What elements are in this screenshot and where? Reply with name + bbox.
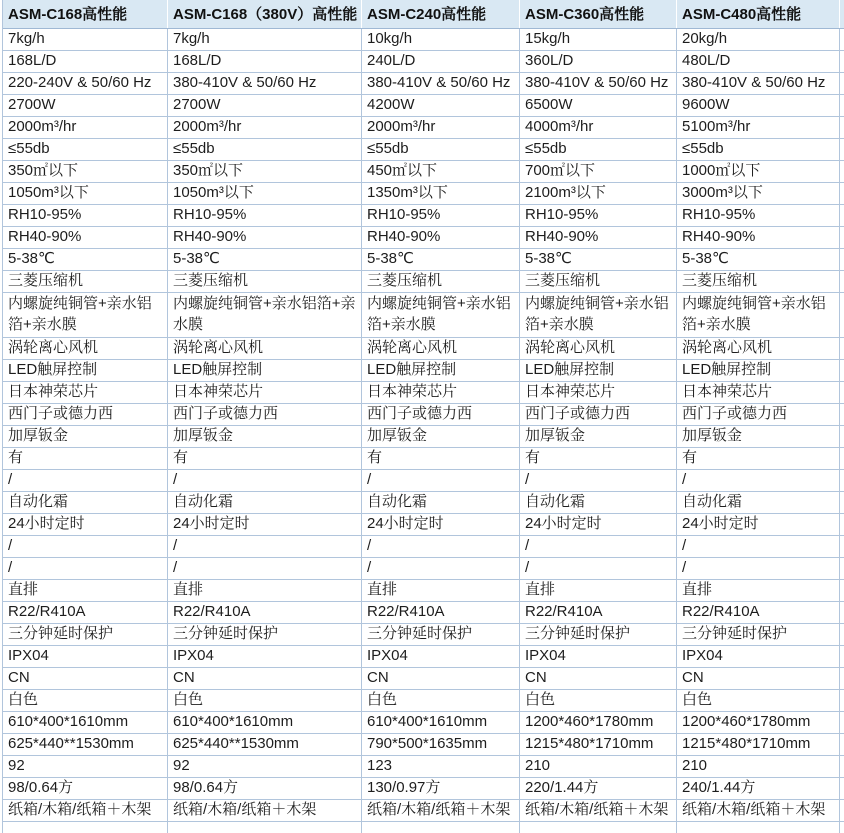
table-cell[interactable]: 2000m³/hr [3, 117, 168, 139]
table-cell[interactable]: 日本神荣芯片 [520, 382, 677, 404]
table-cell[interactable]: 20kg/h [677, 29, 840, 51]
table-row [3, 205, 844, 227]
table-cell[interactable]: 三菱压缩机 [362, 271, 520, 293]
table-cell[interactable]: 自动化霜 [168, 492, 362, 514]
table-cell[interactable]: 西门子或德力西 [168, 404, 362, 426]
table-cell[interactable]: 直排 [168, 580, 362, 602]
table-cell[interactable]: 6500W [520, 95, 677, 117]
table-cell[interactable]: 2100m³以下 [520, 183, 677, 205]
table-cell[interactable]: 1350m³以下 [362, 183, 520, 205]
table-cell-cropped [840, 73, 844, 95]
column-header-2[interactable]: ASM-C168（380V）高性能 [168, 0, 362, 28]
table-cell-cropped [840, 536, 844, 558]
table-cell[interactable]: 2000m³/hr [168, 117, 362, 139]
table-cell[interactable]: / [362, 536, 520, 558]
table-cell[interactable]: 9600W [677, 95, 840, 117]
table-row [3, 448, 844, 470]
table-cell[interactable]: 168L/D [3, 51, 168, 73]
table-cell[interactable]: 98/0.64方 [168, 778, 362, 800]
table-cell[interactable]: 白色 [520, 690, 677, 712]
table-cell-cropped [840, 183, 844, 205]
table-cell[interactable]: 涡轮离心风机 [677, 338, 840, 360]
table-cell[interactable]: / [677, 558, 840, 580]
table-row [3, 514, 844, 536]
table-cell-cropped [840, 756, 844, 778]
table-cell[interactable]: LED触屏控制 [168, 360, 362, 382]
table-cell[interactable]: 三菱压缩机 [677, 271, 840, 293]
table-cell[interactable]: 自动化霜 [3, 492, 168, 514]
table-row [3, 690, 844, 712]
table-cell[interactable]: 涡轮离心风机 [168, 338, 362, 360]
table-cell[interactable]: RH40-90% [168, 227, 362, 249]
table-cell[interactable]: RH10-95% [520, 205, 677, 227]
table-body [3, 29, 844, 833]
table-cell[interactable]: CN [677, 668, 840, 690]
table-cell-cropped [840, 558, 844, 580]
table-cell[interactable]: 日本神荣芯片 [677, 382, 840, 404]
table-cell[interactable]: 7kg/h [168, 29, 362, 51]
table-cell[interactable]: 1200*460*1780mm [520, 712, 677, 734]
table-cell[interactable]: ≤55db [168, 139, 362, 161]
table-cell[interactable]: 内螺旋纯铜管+亲水铝箔+亲水膜 [362, 293, 520, 338]
table-cell[interactable]: 日本神荣芯片 [3, 382, 168, 404]
table-cell[interactable]: 220/1.44方 [520, 778, 677, 800]
table-cell[interactable]: 三分钟延时保护 [3, 624, 168, 646]
table-row [3, 646, 844, 668]
table-cell[interactable]: / [168, 558, 362, 580]
table-row [3, 712, 844, 734]
table-cell[interactable]: / [3, 558, 168, 580]
table-cell-cropped [840, 624, 844, 646]
table-row [3, 602, 844, 624]
table-cell[interactable]: 24小时定时 [3, 514, 168, 536]
table-cell[interactable]: 10kg/h [362, 29, 520, 51]
table-cell[interactable]: 4200W [362, 95, 520, 117]
table-row [3, 249, 844, 271]
column-header-4[interactable]: ASM-C360高性能 [520, 0, 677, 28]
table-cell[interactable]: 日本神荣芯片 [168, 382, 362, 404]
table-cell[interactable]: 三分钟延时保护 [520, 624, 677, 646]
table-cell[interactable]: 450㎡以下 [362, 161, 520, 183]
table-cell[interactable]: / [168, 470, 362, 492]
table-cell-cropped [840, 293, 844, 338]
table-row-partial [3, 822, 844, 833]
table-cell[interactable]: 1050m³以下 [168, 183, 362, 205]
table-cell[interactable]: 92 [168, 756, 362, 778]
table-cell[interactable]: 210 [677, 756, 840, 778]
column-header-1[interactable]: ASM-C168高性能 [3, 0, 168, 28]
table-cell[interactable]: 350㎡以下 [168, 161, 362, 183]
table-cell[interactable]: LED触屏控制 [677, 360, 840, 382]
table-cell[interactable]: 纸箱/木箱/纸箱＋木架 [520, 800, 677, 822]
table-cell[interactable]: R22/R410A [362, 602, 520, 624]
table-cell[interactable]: 有 [520, 448, 677, 470]
table-cell[interactable]: / [520, 470, 677, 492]
table-cell[interactable]: 168L/D [168, 51, 362, 73]
table-cell[interactable]: ≤55db [677, 139, 840, 161]
table-cell[interactable]: 5-38℃ [362, 249, 520, 271]
table-cell-cropped [840, 800, 844, 822]
table-cell[interactable]: R22/R410A [168, 602, 362, 624]
table-cell-cropped [840, 382, 844, 404]
table-cell[interactable]: IPX04 [677, 646, 840, 668]
table-row [3, 139, 844, 161]
table-cell[interactable]: 直排 [362, 580, 520, 602]
table-cell[interactable]: 纸箱/木箱/纸箱＋木架 [362, 800, 520, 822]
table-cell[interactable]: 1215*480*1710mm [677, 734, 840, 756]
table-cell[interactable]: 有 [3, 448, 168, 470]
table-row [3, 536, 844, 558]
table-cell-cropped [840, 51, 844, 73]
table-cell[interactable]: / [677, 536, 840, 558]
table-cell[interactable]: 白色 [362, 690, 520, 712]
table-cell[interactable]: 350㎡以下 [3, 161, 168, 183]
table-cell[interactable]: 24小时定时 [677, 514, 840, 536]
table-cell[interactable]: 加厚钣金 [362, 426, 520, 448]
table-cell-cropped [840, 470, 844, 492]
table-cell[interactable]: 790*500*1635mm [362, 734, 520, 756]
table-row [3, 271, 844, 293]
table-cell-cropped [840, 646, 844, 668]
table-cell[interactable]: RH10-95% [168, 205, 362, 227]
table-cell[interactable]: 24小时定时 [520, 514, 677, 536]
table-cell[interactable]: 涡轮离心风机 [520, 338, 677, 360]
table-row [3, 293, 844, 338]
table-cell[interactable]: 1000㎡以下 [677, 161, 840, 183]
table-row [3, 404, 844, 426]
table-cell[interactable]: RH40-90% [520, 227, 677, 249]
table-row [3, 382, 844, 404]
table-cell[interactable]: 涡轮离心风机 [3, 338, 168, 360]
table-cell[interactable]: 白色 [677, 690, 840, 712]
table-cell[interactable]: ≤55db [3, 139, 168, 161]
table-cell[interactable]: 加厚钣金 [168, 426, 362, 448]
table-cell[interactable]: CN [362, 668, 520, 690]
table-cell[interactable]: 加厚钣金 [520, 426, 677, 448]
table-cell[interactable]: RH40-90% [677, 227, 840, 249]
table-cell[interactable]: 内螺旋纯铜管+亲水铝箔+亲水膜 [168, 293, 362, 338]
table-cell-cropped [840, 580, 844, 602]
table-cell[interactable]: R22/R410A [677, 602, 840, 624]
table-cell-cropped [840, 514, 844, 536]
table-cell[interactable]: 纸箱/木箱/纸箱＋木架 [677, 800, 840, 822]
table-cell[interactable] [677, 822, 840, 833]
table-cell[interactable]: 涡轮离心风机 [362, 338, 520, 360]
table-cell[interactable]: IPX04 [168, 646, 362, 668]
table-cell[interactable]: 24小时定时 [168, 514, 362, 536]
table-cell-cropped [840, 602, 844, 624]
table-cell[interactable]: 380-410V & 50/60 Hz [677, 73, 840, 95]
table-row [3, 756, 844, 778]
table-cell[interactable]: / [168, 536, 362, 558]
table-cell[interactable]: RH10-95% [3, 205, 168, 227]
table-cell[interactable]: CN [3, 668, 168, 690]
table-cell[interactable]: CN [520, 668, 677, 690]
table-cell[interactable]: 三分钟延时保护 [677, 624, 840, 646]
table-cell[interactable]: 直排 [677, 580, 840, 602]
table-row [3, 360, 844, 382]
table-cell[interactable]: 240/1.44方 [677, 778, 840, 800]
table-row [3, 492, 844, 514]
table-cell[interactable]: IPX04 [362, 646, 520, 668]
table-cell[interactable]: 4000m³/hr [520, 117, 677, 139]
table-cell[interactable]: 5-38℃ [677, 249, 840, 271]
table-row [3, 580, 844, 602]
table-cell[interactable]: 5-38℃ [168, 249, 362, 271]
table-cell[interactable]: RH10-95% [362, 205, 520, 227]
table-cell[interactable]: 5-38℃ [520, 249, 677, 271]
table-row [3, 624, 844, 646]
table-cell[interactable]: CN [168, 668, 362, 690]
table-cell-cropped [840, 95, 844, 117]
table-cell-cropped [840, 492, 844, 514]
table-cell-cropped [840, 29, 844, 51]
table-cell[interactable]: 3000m³以下 [677, 183, 840, 205]
table-cell[interactable]: 西门子或德力西 [677, 404, 840, 426]
table-row [3, 227, 844, 249]
table-cell-cropped [840, 734, 844, 756]
table-row [3, 161, 844, 183]
table-cell[interactable]: 白色 [168, 690, 362, 712]
table-cell[interactable]: 自动化霜 [362, 492, 520, 514]
column-header-5[interactable]: ASM-C480高性能 [677, 0, 840, 28]
table-cell[interactable]: 15kg/h [520, 29, 677, 51]
table-cell[interactable]: 内螺旋纯铜管+亲水铝箔+亲水膜 [3, 293, 168, 338]
table-cell[interactable]: ≤55db [520, 139, 677, 161]
table-cell[interactable]: 日本神荣芯片 [362, 382, 520, 404]
table-cell[interactable]: 360L/D [520, 51, 677, 73]
table-cell[interactable]: / [3, 470, 168, 492]
table-header-row [3, 0, 844, 29]
table-cell-cropped [840, 139, 844, 161]
table-cell[interactable]: 三分钟延时保护 [362, 624, 520, 646]
table-cell-cropped [840, 0, 844, 28]
table-cell-cropped [840, 338, 844, 360]
table-row [3, 29, 844, 51]
table-cell[interactable]: 210 [520, 756, 677, 778]
table-cell[interactable]: 西门子或德力西 [362, 404, 520, 426]
table-cell-cropped [840, 668, 844, 690]
table-cell[interactable]: 1050m³以下 [3, 183, 168, 205]
table-cell[interactable]: RH40-90% [362, 227, 520, 249]
table-cell[interactable]: 三分钟延时保护 [168, 624, 362, 646]
table-cell[interactable]: 220-240V & 50/60 Hz [3, 73, 168, 95]
table-cell[interactable]: 西门子或德力西 [3, 404, 168, 426]
table-cell[interactable]: 5-38℃ [3, 249, 168, 271]
table-cell-cropped [840, 161, 844, 183]
table-cell[interactable]: 240L/D [362, 51, 520, 73]
table-row [3, 558, 844, 580]
table-cell[interactable]: 130/0.97方 [362, 778, 520, 800]
table-row [3, 470, 844, 492]
table-cell[interactable]: R22/R410A [520, 602, 677, 624]
table-cell[interactable]: 纸箱/木箱/纸箱＋木架 [168, 800, 362, 822]
table-row [3, 778, 844, 800]
table-cell[interactable]: 5100m³/hr [677, 117, 840, 139]
table-cell[interactable]: 2700W [168, 95, 362, 117]
table-cell[interactable]: 加厚钣金 [677, 426, 840, 448]
table-cell[interactable]: 1200*460*1780mm [677, 712, 840, 734]
table-cell[interactable]: 自动化霜 [520, 492, 677, 514]
table-cell[interactable]: 625*440**1530mm [168, 734, 362, 756]
table-cell[interactable]: / [520, 536, 677, 558]
table-cell[interactable]: / [362, 558, 520, 580]
table-cell[interactable]: 三菱压缩机 [520, 271, 677, 293]
table-cell-cropped [840, 205, 844, 227]
table-cell[interactable]: RH10-95% [677, 205, 840, 227]
table-cell[interactable]: IPX04 [3, 646, 168, 668]
table-cell[interactable]: 700㎡以下 [520, 161, 677, 183]
product-spec-table [2, 0, 844, 833]
table-row [3, 73, 844, 95]
table-cell-cropped [840, 448, 844, 470]
table-cell[interactable]: LED触屏控制 [520, 360, 677, 382]
table-cell[interactable]: 24小时定时 [362, 514, 520, 536]
table-cell-cropped [840, 712, 844, 734]
table-cell[interactable]: 123 [362, 756, 520, 778]
table-cell[interactable]: 2000m³/hr [362, 117, 520, 139]
table-cell-cropped [840, 360, 844, 382]
table-cell[interactable]: 610*400*1610mm [168, 712, 362, 734]
table-cell[interactable]: / [677, 470, 840, 492]
table-cell[interactable]: 内螺旋纯铜管+亲水铝箔+亲水膜 [520, 293, 677, 338]
table-cell[interactable]: 625*440**1530mm [3, 734, 168, 756]
table-cell[interactable]: 三菱压缩机 [168, 271, 362, 293]
table-cell[interactable]: 380-410V & 50/60 Hz [168, 73, 362, 95]
table-row [3, 426, 844, 448]
table-cell-cropped [840, 778, 844, 800]
table-cell-cropped [840, 690, 844, 712]
table-cell[interactable]: 西门子或德力西 [520, 404, 677, 426]
table-cell[interactable]: 直排 [520, 580, 677, 602]
table-cell-cropped [840, 822, 844, 833]
table-cell[interactable]: 480L/D [677, 51, 840, 73]
table-row [3, 800, 844, 822]
table-cell[interactable]: IPX04 [520, 646, 677, 668]
table-cell[interactable]: 加厚钣金 [3, 426, 168, 448]
table-cell-cropped [840, 249, 844, 271]
table-cell[interactable]: 380-410V & 50/60 Hz [520, 73, 677, 95]
table-cell-cropped [840, 271, 844, 293]
table-cell[interactable]: 直排 [3, 580, 168, 602]
table-cell[interactable]: 内螺旋纯铜管+亲水铝箔+亲水膜 [677, 293, 840, 338]
table-cell[interactable] [362, 822, 520, 833]
table-cell[interactable]: 纸箱/木箱/纸箱＋木架 [3, 800, 168, 822]
table-cell[interactable]: / [362, 470, 520, 492]
table-cell-cropped [840, 117, 844, 139]
table-cell[interactable]: 自动化霜 [677, 492, 840, 514]
table-cell[interactable]: R22/R410A [3, 602, 168, 624]
table-cell[interactable]: 610*400*1610mm [362, 712, 520, 734]
table-cell[interactable]: 1215*480*1710mm [520, 734, 677, 756]
table-cell[interactable]: 有 [362, 448, 520, 470]
table-cell[interactable] [168, 822, 362, 833]
table-cell-cropped [840, 404, 844, 426]
table-row [3, 338, 844, 360]
table-row [3, 183, 844, 205]
table-cell[interactable]: 三菱压缩机 [3, 271, 168, 293]
table-cell[interactable]: 2700W [3, 95, 168, 117]
table-row [3, 95, 844, 117]
column-header-3[interactable]: ASM-C240高性能 [362, 0, 520, 28]
table-cell-cropped [840, 227, 844, 249]
table-cell-cropped [840, 426, 844, 448]
table-row [3, 51, 844, 73]
table-cell[interactable]: / [520, 558, 677, 580]
table-cell[interactable]: 7kg/h [3, 29, 168, 51]
table-cell[interactable]: LED触屏控制 [3, 360, 168, 382]
table-cell[interactable]: 白色 [3, 690, 168, 712]
table-cell[interactable]: 98/0.64方 [3, 778, 168, 800]
table-row [3, 668, 844, 690]
table-cell[interactable]: / [3, 536, 168, 558]
table-row [3, 734, 844, 756]
table-cell[interactable]: 380-410V & 50/60 Hz [362, 73, 520, 95]
table-cell[interactable]: 92 [3, 756, 168, 778]
table-cell[interactable]: ≤55db [362, 139, 520, 161]
table-cell[interactable] [520, 822, 677, 833]
table-cell[interactable]: LED触屏控制 [362, 360, 520, 382]
table-cell[interactable]: RH40-90% [3, 227, 168, 249]
table-cell[interactable] [3, 822, 168, 833]
table-row [3, 117, 844, 139]
table-cell[interactable]: 有 [677, 448, 840, 470]
table-cell[interactable]: 有 [168, 448, 362, 470]
table-cell[interactable]: 610*400*1610mm [3, 712, 168, 734]
